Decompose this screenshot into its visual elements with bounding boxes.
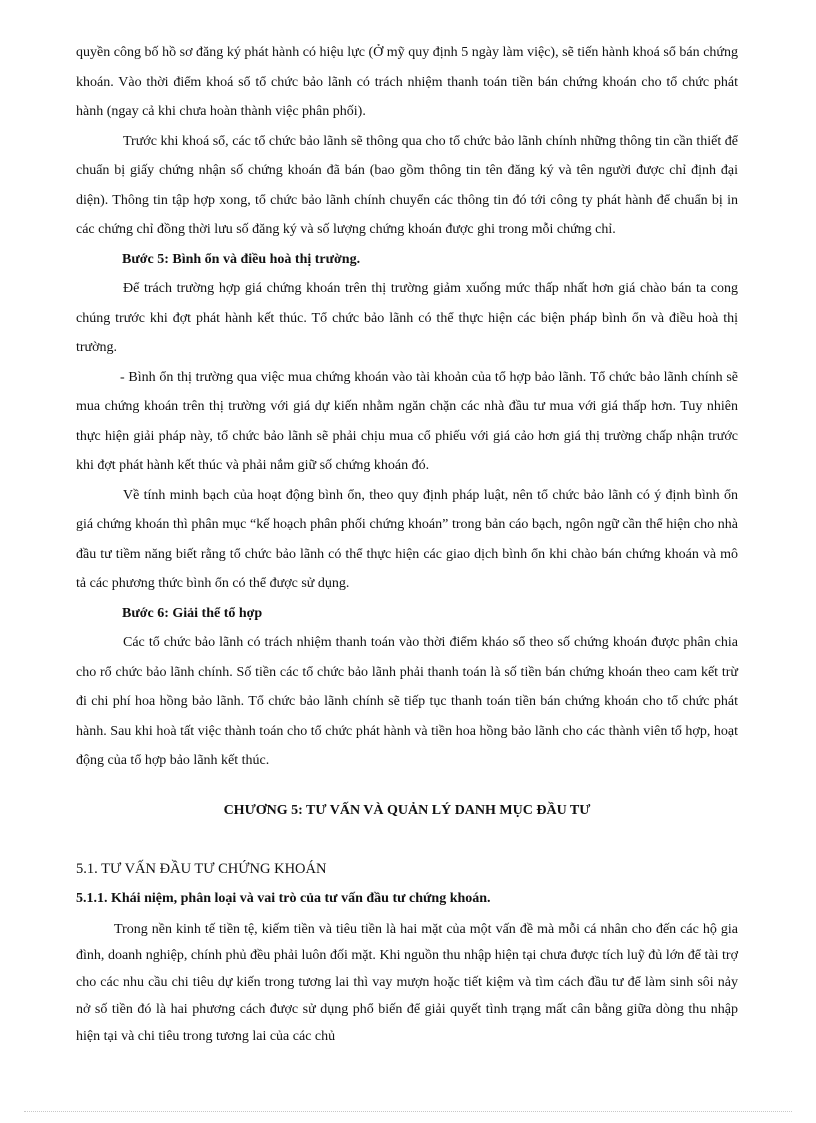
- paragraph-transparency: Về tính minh bạch của hoạt động bình ổn, theo quy định pháp luật, nên tổ chức bảo lãnh có ý định bình ổn giá chứng khoán thì phân mục “kế hoạch phân phối chứng khoán” trong bản cáo bạch, ngôn ngữ cần thể hiện cho nhà đầu tư tiềm năng biết rằng tổ chức bảo lãnh có thể thực hiện các giao dịch bình ổn khi chào bán chứng khoán và mô tả các phương thức bình ổn có thể được sử dụng.: [76, 487, 738, 591]
- paragraph-monetary-economy: Trong nền kinh tế tiền tệ, kiếm tiền và tiêu tiền là hai mặt của một vấn đề mà mỗi cá nhân cho đến các hộ gia đình, doanh nghiệp, chính phủ đều phải luôn đối mặt. Khi nguồn thu nhập hiện tại chưa được tích luỹ đủ lớn để tài trợ cho các nhu cầu chi tiêu dự kiến trong tương lai thì vay mượn hoặc tiết kiệm và tìm cách đầu tư để làm sinh sôi nảy nở số tiền đó là hai phương cách được sử dụng phổ biến để giải quyết tình trạng mất cân bằng giữa dòng thu nhập hiện tại và chi tiêu trong tương lai của các chủ: [76, 921, 738, 1044]
- chapter-title: CHƯƠNG 5: TƯ VẤN VÀ QUẢN LÝ DANH MỤC ĐẦU TƯ: [223, 802, 591, 818]
- paragraph-before-closing: Trước khi khoá sổ, các tổ chức bảo lãnh sẽ thông qua cho tổ chức bảo lãnh chính những thông tin cần thiết để chuẩn bị giấy chứng nhận số chứng khoán đã bán (bao gồm thông tin tên đăng ký và tên người được chỉ định đại diện). Thông tin tập hợp xong, tổ chức bảo lãnh chính chuyển các thông tin đó tới công ty phát hành để chuẩn bị in các chứng chỉ đồng thời lưu số đăng ký và số lượng chứng khoán được ghi trong mỗi chứng chỉ.: [76, 133, 738, 237]
- paragraph-dissolve-syndicate: Các tổ chức bảo lãnh có trách nhiệm thanh toán vào thời điểm kháo sổ theo số chứng khoán được phân chia cho rổ chức bảo lãnh chính. Số tiền các tổ chức bảo lãnh phải thanh toán là số tiền bán chứng khoán theo cam kết trừ đi chi phí hoa hồng bảo lãnh. Tổ chức bảo lãnh chính sẽ tiếp tục thanh toán tiền bán chứng khoán cho tổ chức phát hành. Sau khi hoà tất việc thành toán cho tổ chức phát hành và tiền hoa hồng bảo lãnh cho các thành viên tổ hợp, hoạt động của tổ hợp bảo lãnh kết thúc.: [76, 635, 738, 768]
- step-5-heading: Bước 5: Bình ổn và điều hoà thị trường.: [122, 251, 361, 267]
- paragraph-price-drop: Để trách trường hợp giá chứng khoán trên thị trường giảm xuống mức thấp nhất hơn giá chào bán ta cong chúng trước khi đợt phát hành kết thúc. Tổ chức bảo lãnh có thể thực hiện các biện pháp bình ổn và điều hoà thị trường.: [76, 281, 738, 355]
- paragraph-stabilize-market: - Bình ổn thị trường qua việc mua chứng khoán vào tài khoản của tổ hợp bảo lãnh. Tổ chức bảo lãnh chính sẽ mua chứng khoán trên thị trường với giá dự kiến nhằm ngăn chặn các nhà đầu tư mua với giá thấp hơn. Tuy nhiên thực hiện giải pháp này, tổ chức bảo lãnh sẽ phải chịu mua cổ phiếu với giá cảo hơn giá thị trường chấp nhận trước khi đợt phát hành kết thúc và phải nắm giữ số chứng khoán đó.: [76, 369, 738, 473]
- page-bottom-divider: [24, 1111, 792, 1112]
- section-heading-5-1: 5.1. TƯ VẤN ĐẦU TƯ CHỨNG KHOÁN: [76, 860, 327, 877]
- step-6-heading: Bước 6: Giải thể tổ hợp: [122, 605, 263, 621]
- section-heading-5-1-1: 5.1.1. Khái niệm, phân loại và vai trò của tư vấn đầu tư chứng khoán.: [76, 890, 491, 906]
- paragraph-lock-book: quyền công bố hồ sơ đăng ký phát hành có hiệu lực (Ở mỹ quy định 5 ngày làm việc), sẽ tiến hành khoá sổ bán chứng khoán. Vào thời điểm khoá sổ tổ chức bảo lãnh có trách nhiệm thanh toán tiền bán chứng khoán cho tổ chức phát hành (ngay cả khi chưa hoàn thành việc phân phối).: [76, 45, 738, 119]
